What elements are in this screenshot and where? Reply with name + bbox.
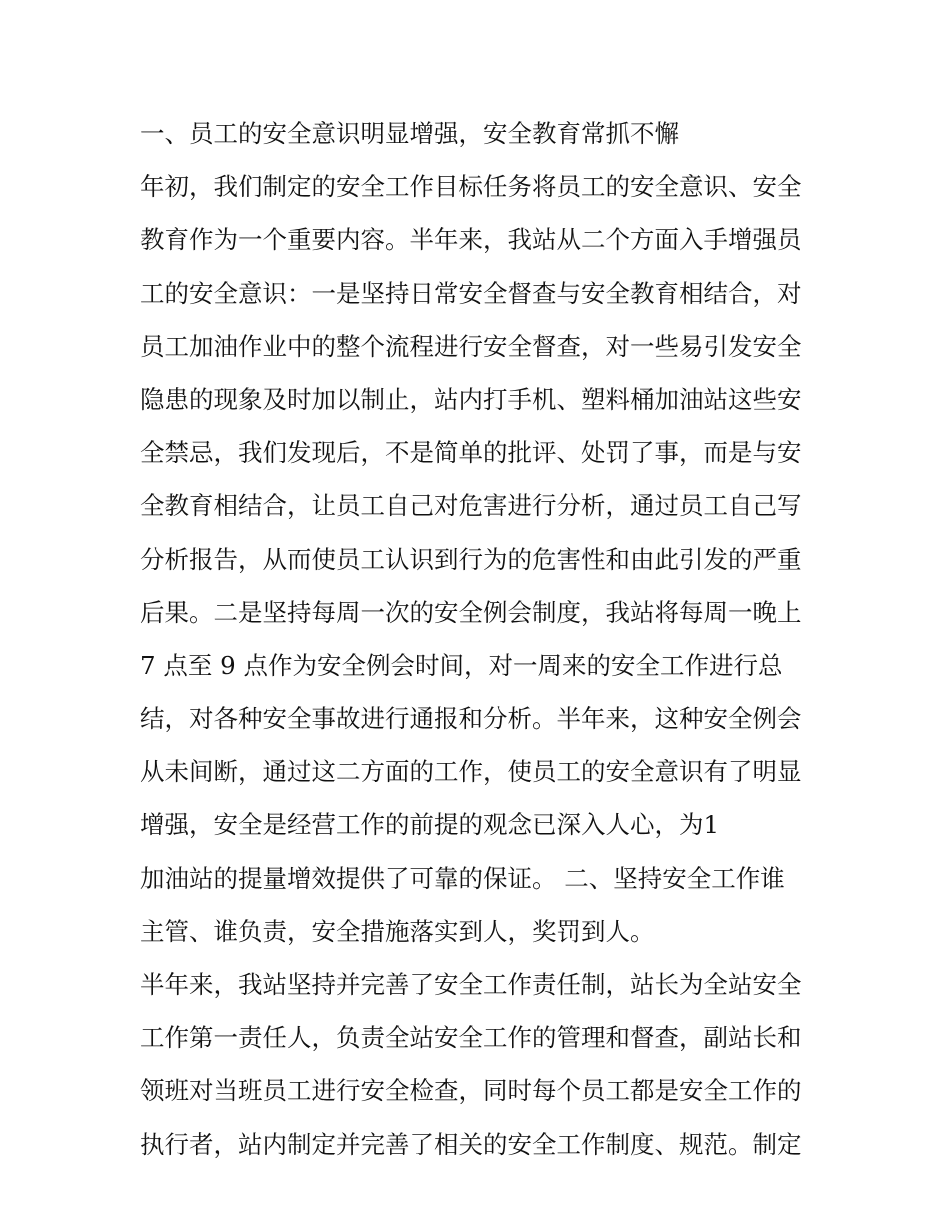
text-line: 全禁忌，我们发现后，不是简单的批评、处罚了事，而是与安 (140, 438, 802, 468)
text-line: 一、员工的安全意识明显增强，安全教育常抓不懈 (140, 119, 679, 148)
text-line: 员工加油作业中的整个流程进行安全督查，对一些易引发安全 (140, 331, 802, 361)
document-body (140, 107, 830, 1171)
text-line: 主管、谁负责，安全措施落实到人，奖罚到人。 (140, 916, 655, 946)
text-line: 后果。二是坚持每周一次的安全例会制度，我站将每周一晚上 (140, 597, 802, 627)
text-line: 全教育相结合，让员工自己对危害进行分析，通过员工自己写 (140, 491, 802, 521)
text-line: 7 点至 9 点作为安全例会时间，对一周来的安全工作进行总 (140, 650, 783, 680)
text-line: 教育作为一个重要内容。半年来，我站从二个方面入手增强员 (140, 225, 802, 255)
text-line: 半年来，我站坚持并完善了安全工作责任制，站长为全站安全 (140, 970, 802, 999)
text-line: 从未间断，通过这二方面的工作，使员工的安全意识有了明显 (140, 757, 802, 787)
text-line: 年初，我们制定的安全工作目标任务将员工的安全意识、安全 (140, 172, 802, 202)
text-line: 分析报告，从而使员工认识到行为的危害性和由此引发的严重 (140, 544, 802, 574)
text-line: 隐患的现象及时加以制止，站内打手机、塑料桶加油站这些安 (140, 384, 802, 414)
text-line: 领班对当班员工进行安全检查，同时每个员工都是安全工作的 (140, 1076, 802, 1106)
text-line: 加油站的提量增效提供了可靠的保证。 二、坚持安全工作谁 (140, 863, 785, 893)
text-line: 工作第一责任人，负责全站安全工作的管理和督查，副站长和 (140, 1023, 802, 1053)
text-line: 结，对各种安全事故进行通报和分析。半年来，这种安全例会 (140, 704, 802, 734)
text-line: 执行者，站内制定并完善了相关的安全工作制度、规范。制定 (140, 1129, 802, 1159)
text-line: 工的安全意识：一是坚持日常安全督查与安全教育相结合，对 (140, 278, 802, 308)
text-line: 增强，安全是经营工作的前提的观念已深入人心，为1 (140, 810, 720, 840)
